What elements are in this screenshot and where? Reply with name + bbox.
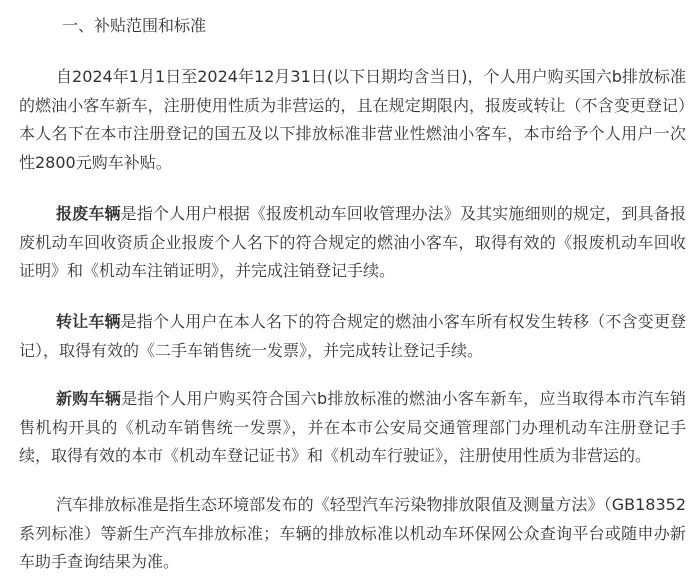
definition-scrapped-vehicle — [19, 200, 686, 286]
emission-standard-paragraph: 汽车排放标准是指生态环境部发布的《轻型汽车污染物排放限值及测量方法》（GB18352系列标准）等新生产汽车排放标准；车辆的排放标准以机动车环保网公众查询平台或随申办新车助手查询结果为准。 — [19, 495, 686, 571]
definition-term: 新购车辆 — [56, 389, 122, 408]
definition-term: 转让车辆 — [56, 312, 121, 331]
definition-text: 是指个人用户购买符合国六b排放标准的燃油小客车新车，应当取得本市汽车销售机构开具的《机动车销售统一发票》，并在本市公安局交通管理部门办理机动车注册登记手续，取得有效的本市《机动车登记证书》和《机动车行驶证》，注册使用性质为非营运的。 — [19, 389, 686, 465]
section-heading: 一、补贴范围和标准 — [62, 16, 207, 35]
definition-term: 报废车辆 — [56, 204, 121, 223]
definition-text: 是指个人用户根据《报废机动车回收管理办法》及其实施细则的规定，到具备报废机动车回收资质企业报废个人名下的符合规定的燃油小客车，取得有效的《报废机动车回收证明》和《机动车注销证明》，并完成注销登记手续。 — [19, 204, 686, 280]
intro-paragraph: 自2024年1月1日至2024年12月31日(以下日期均含当日)，个人用户购买国六b排放标准的燃油小客车新车，注册使用性质为非营运的，且在规定期限内，报废或转让（不含变更登记）本人名下在本市注册登记的国五及以下排放标准非营业性燃油小客车，本市给予个人用户一次性2800元购车补贴。 — [19, 67, 686, 172]
definition-transferred-vehicle — [19, 308, 686, 365]
definition-new-vehicle — [19, 385, 686, 471]
definition-text: 是指个人用户在本人名下的符合规定的燃油小客车所有权发生转移（不含变更登记），取得有效的《二手车销售统一发票》，并完成转让登记手续。 — [19, 312, 686, 360]
